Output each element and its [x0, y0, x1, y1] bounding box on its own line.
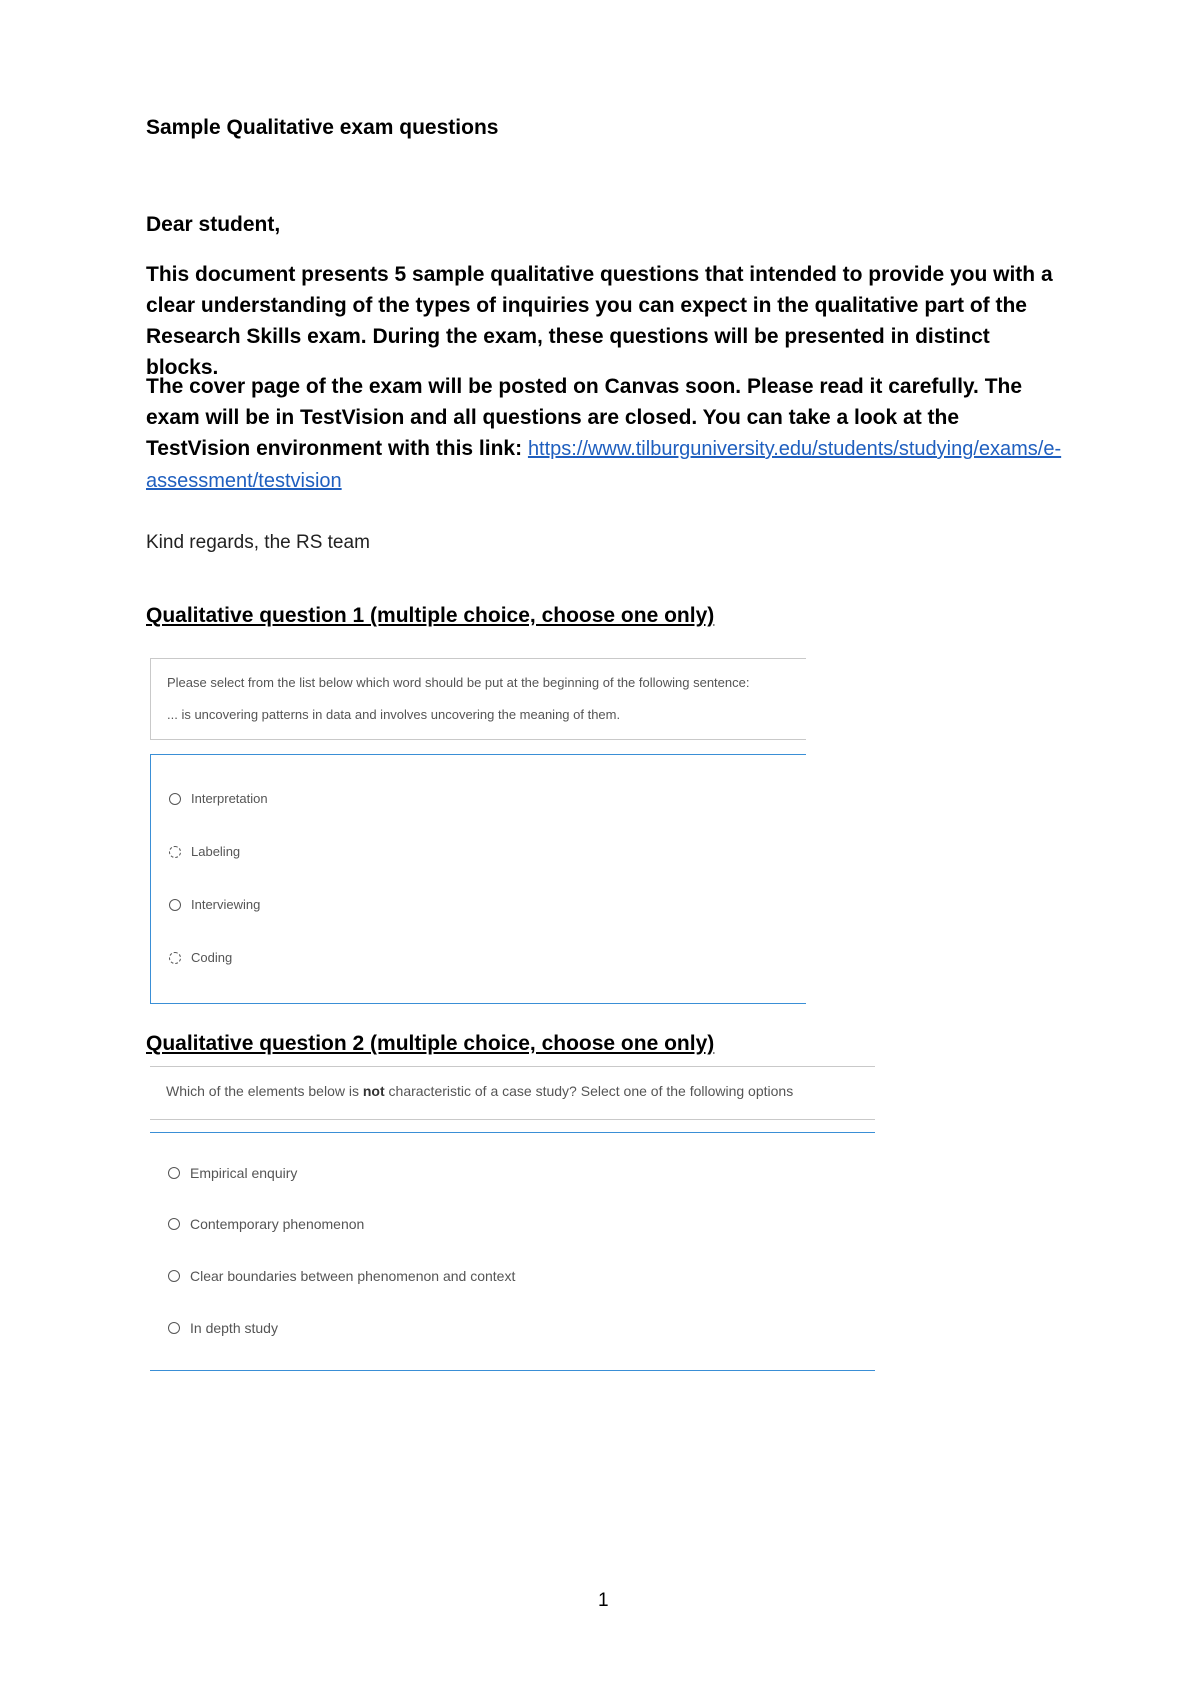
prompt-text: Which of the elements below is — [166, 1083, 363, 1099]
options-top-border — [150, 1132, 875, 1133]
question-1-prompt-box — [150, 658, 806, 740]
question-1-heading: Qualitative question 1 (multiple choice, choose one only) — [146, 604, 715, 627]
radio-button-icon[interactable] — [168, 1322, 180, 1334]
question-1-prompt-line-2: ... is uncovering patterns in data and involves uncovering the meaning of them. — [167, 707, 621, 722]
question-2-option[interactable] — [168, 1268, 515, 1284]
option-label: Interviewing — [191, 897, 261, 912]
divider — [150, 1066, 875, 1067]
radio-button-icon[interactable] — [169, 846, 181, 858]
radio-button-icon[interactable] — [169, 899, 181, 911]
question-2-prompt — [166, 1083, 793, 1099]
question-1-prompt-line-1: Please select from the list below which word should be put at the beginning of the following sentence: — [167, 675, 750, 690]
question-1-option[interactable] — [169, 791, 268, 806]
page-number: 1 — [598, 1590, 609, 1611]
option-label: Clear boundaries between phenomenon and context — [190, 1268, 516, 1284]
options-bottom-border — [150, 1370, 875, 1371]
question-2-option[interactable] — [168, 1165, 297, 1181]
option-label: In depth study — [190, 1320, 278, 1336]
radio-button-icon[interactable] — [169, 952, 181, 964]
option-label: Interpretation — [191, 791, 268, 806]
cover-page-text: The cover page of the exam will be posted on Canvas soon. Please read it carefully. The exam will be in TestVision and all questions are closed. You can take a look at the TestVision environment with this link: — [146, 375, 1023, 460]
prompt-text: characteristic of a case study? Select one of the following options — [384, 1083, 794, 1099]
radio-button-icon[interactable] — [169, 793, 181, 805]
radio-button-icon[interactable] — [168, 1218, 180, 1230]
divider — [150, 1119, 875, 1120]
question-2-option[interactable] — [168, 1216, 364, 1232]
option-label: Labeling — [191, 844, 241, 859]
cover-page-paragraph — [146, 371, 1066, 497]
question-1-option[interactable] — [169, 950, 232, 965]
prompt-emphasis: not — [362, 1083, 385, 1099]
question-2-option[interactable] — [168, 1320, 278, 1336]
intro-paragraph: This document presents 5 sample qualitative questions that intended to provide you with a clear understanding of the types of inquiries you can expect in the qualitative part of the Research Skills exam. During the exam, these questions will be presented in distinct blocks. — [146, 263, 1053, 379]
option-label: Coding — [191, 950, 233, 965]
option-label: Contemporary phenomenon — [190, 1216, 365, 1232]
greeting: Dear student, — [146, 213, 281, 236]
option-label: Empirical enquiry — [190, 1165, 298, 1181]
document-title: Sample Qualitative exam questions — [146, 116, 499, 139]
radio-button-icon[interactable] — [168, 1270, 180, 1282]
sign-off: Kind regards, the RS team — [146, 532, 370, 553]
radio-button-icon[interactable] — [168, 1167, 180, 1179]
testvision-link[interactable]: https://www.tilburguniversity.edu/students/studying/exams/e-assessment/testvision — [146, 438, 1062, 492]
question-1-option[interactable] — [169, 844, 240, 859]
question-1-option[interactable] — [169, 897, 260, 912]
question-1-options-box — [150, 754, 806, 1004]
question-2-heading: Qualitative question 2 (multiple choice, choose one only) — [146, 1032, 715, 1055]
